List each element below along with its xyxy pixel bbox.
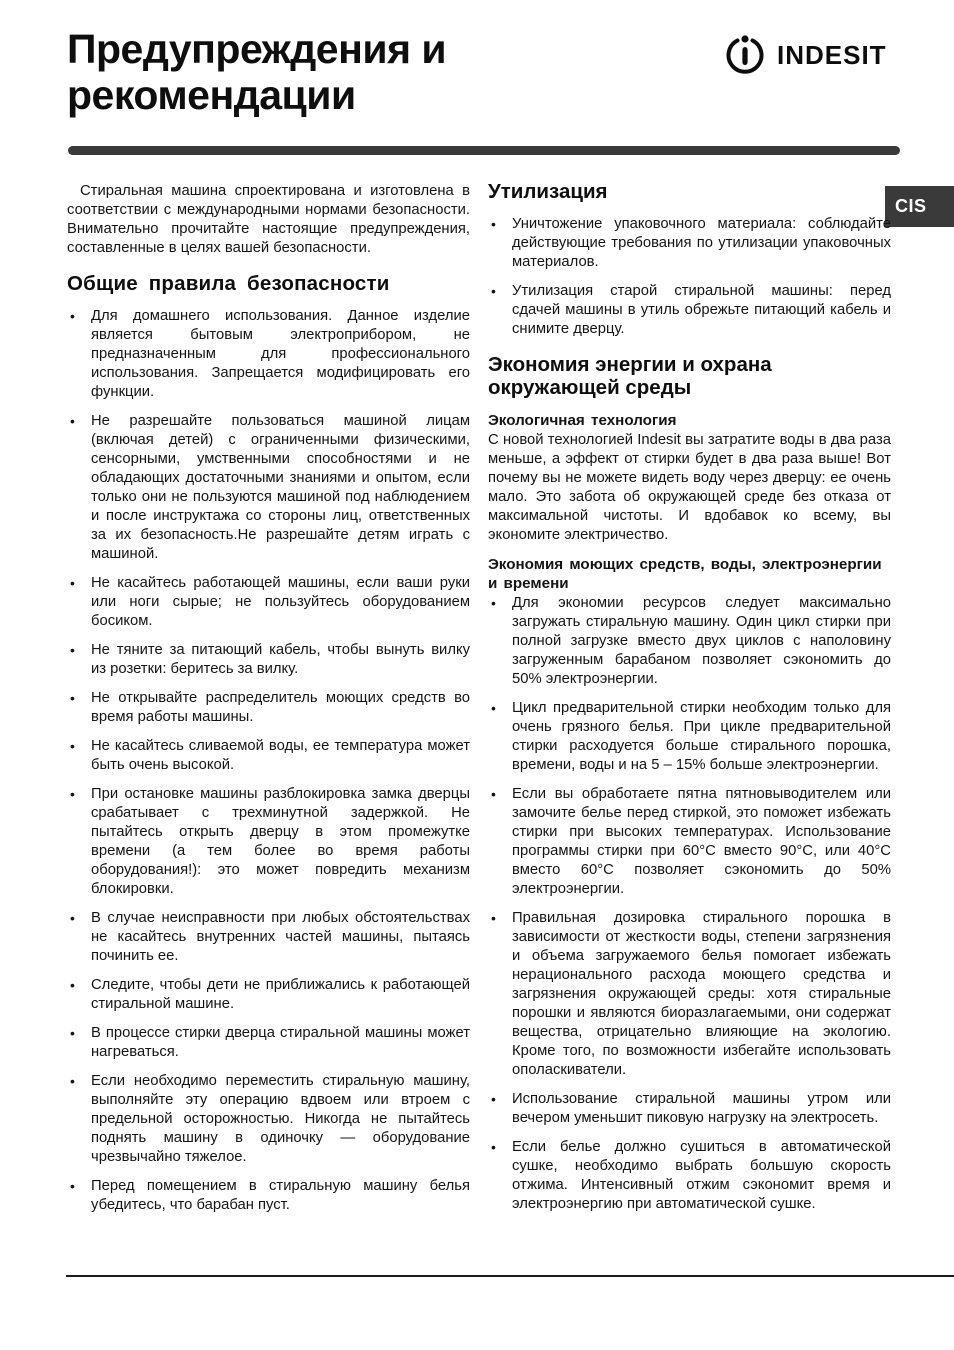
bullet-text: В процессе стирки дверца стиральной машины может нагреваться.: [91, 1025, 470, 1060]
bullet-item: [488, 594, 891, 689]
page-title-line1: Предупреждения и: [67, 26, 447, 72]
eco-technology-paragraph: С новой технологией Indesit вы затратите воды в два раза меньше, а эффект от стирки будет в два раза выше! Вот почему вы не можете видеть воду через дверцу: ее очень мало. Это забота об окружающей среде без отказа от максимальной чистоты. И вдобавок ко всему, вы экономите электричество.: [488, 432, 891, 543]
bullet-item: [67, 909, 470, 966]
energy-saving-bullet-list: [488, 594, 891, 1214]
sub-heading-eco-technology: Экологичная технология: [488, 412, 677, 429]
bullet-text: Не открывайте распределитель моющих средств во время работы машины.: [91, 690, 470, 725]
right-column: [488, 180, 891, 1224]
bullet-dot: •: [491, 700, 496, 716]
left-column: [67, 180, 470, 1225]
bullet-dot: •: [70, 910, 75, 926]
general-safety-bullet-list: [67, 307, 470, 1215]
bullet-text: Правильная дозировка стирального порошка в зависимости от жесткости воды, степени загрязнения и объема загружаемого белья помогает избежать нерационального расхода моющего средства и загрязнения окружающей среды: хотя стиральные порошки и являются биоразлагаемыми, они содержат вещества, отрицательно влияющие на экологию. Кроме того, по возможности избегайте использовать ополаскиватели.: [512, 910, 891, 1078]
indesit-logo: [722, 32, 887, 78]
bullet-item: [67, 574, 470, 631]
bullet-dot: •: [70, 1178, 75, 1194]
bullet-dot: •: [491, 1139, 496, 1155]
bullet-item: [488, 1090, 891, 1128]
intro-paragraph: Стиральная машина спроектирована и изготовлена в соответствии с международными нормами безопасности. Внимательно прочитайте настоящие предупреждения, составленные в целях вашей безопасности.: [67, 183, 470, 256]
bullet-item: [488, 282, 891, 339]
bullet-text: Не тяните за питающий кабель, чтобы вынуть вилку из розетки: беритесь за вилку.: [91, 642, 470, 677]
bullet-text: Не касайтесь работающей машины, если ваши руки или ноги сырые; не пользуйтесь оборудованием босиком.: [91, 575, 470, 629]
indesit-circle-i-icon: [722, 32, 768, 78]
indesit-wordmark: INDESIT: [777, 39, 887, 70]
bullet-item: [488, 785, 891, 899]
bullet-item: [67, 1024, 470, 1062]
section-heading-general-safety: Общие правила безопасности: [67, 272, 390, 295]
bullet-text: Следите, чтобы дети не приближались к работающей стиральной машине.: [91, 977, 470, 1012]
bullet-dot: •: [70, 786, 75, 802]
region-badge-label: CIS: [895, 196, 927, 216]
footer-rule: [66, 1275, 954, 1277]
bullet-dot: •: [491, 216, 496, 232]
bullet-text: В случае неисправности при любых обстоятельствах не касайтесь внутренних частей машины, пытаясь починить ее.: [91, 910, 470, 964]
bullet-item: [488, 1138, 891, 1214]
bullet-dot: •: [491, 283, 496, 299]
bullet-dot: •: [70, 1073, 75, 1089]
bullet-text: Не разрешайте пользоваться машиной лицам (включая детей) с ограниченными физическими, сенсорными, умственными способностями и не обладающих достаточными знаниями и опытом, если только они не пользуются машиной под наблюдением и после инструктажа со стороны лиц, ответственных за их безопасность.Не разрешайте детям играть с машиной.: [91, 413, 470, 562]
bullet-item: [67, 689, 470, 727]
bullet-dot: •: [70, 690, 75, 706]
bullet-dot: •: [491, 910, 496, 926]
bullet-item: [67, 785, 470, 899]
section-heading-disposal: Утилизация: [488, 180, 608, 203]
sub-heading-savings: Экономия моющих средств, воды, электроэнергии и времени: [488, 556, 882, 592]
bullet-text: Если необходимо переместить стиральную машину, выполняйте эту операцию вдвоем или втроем с предельной осторожностью. Никогда не пытайтесь поднять машину в одиночку — оборудование чрезвычайно тяжелое.: [91, 1073, 470, 1165]
bullet-text: Если вы обработаете пятна пятновыводителем или замочите белье перед стиркой, это поможет избежать стирки при высоких температурах. Использование программы стирки при 60°C вместо 90°C, или 40°C вместо 60°C позволяет сэкономить до 50% электроэнергии.: [512, 786, 891, 897]
bullet-item: [67, 641, 470, 679]
bullet-text: Не касайтесь сливаемой воды, ее температура может быть очень высокой.: [91, 738, 470, 773]
bullet-item: [488, 699, 891, 775]
bullet-text: Перед помещением в стиральную машину белья убедитесь, что барабан пуст.: [91, 1178, 470, 1213]
bullet-item: [67, 412, 470, 564]
bullet-text: При остановке машины разблокировка замка дверцы срабатывает с трехминутной задержкой. Не пытайтесь открыть дверцу в этом промежутке времени (а тем более во время работы оборудования!): это может повредить механизм блокировки.: [91, 786, 470, 897]
bullet-dot: •: [491, 595, 496, 611]
bullet-text: Уничтожение упаковочного материала: соблюдайте действующие требования по утилизации упаковочных материалов.: [512, 216, 891, 270]
section-heading-energy-saving: Экономия энергии и охрана окружающей среды: [488, 353, 772, 399]
bullet-text: Цикл предварительной стирки необходим только для очень грязного белья. При цикле предварительной стирки расходуется больше стирального порошка, времени, воды и на 5 – 15% больше электроэнергии.: [512, 700, 891, 773]
bullet-dot: •: [70, 308, 75, 324]
bullet-item: [67, 737, 470, 775]
bullet-item: [488, 215, 891, 272]
bullet-dot: •: [70, 738, 75, 754]
region-badge: [885, 186, 954, 227]
bullet-text: Для экономии ресурсов следует максимально загружать стиральную машину. Один цикл стирки при полной загрузке вместо двух циклов с наполовину загруженным барабаном позволяет сэкономить до 50% электроэнергии.: [512, 595, 891, 687]
bullet-item: [67, 1072, 470, 1167]
page-title: [67, 26, 627, 118]
bullet-dot: •: [70, 1025, 75, 1041]
bullet-text: Использование стиральной машины утром или вечером уменьшит пиковую нагрузку на электросеть.: [512, 1091, 891, 1126]
bullet-dot: •: [70, 642, 75, 658]
bullet-dot: •: [70, 977, 75, 993]
bullet-text: Утилизация старой стиральной машины: перед сдачей машины в утиль обрежьте питающий кабель и снимите дверцу.: [512, 283, 891, 337]
title-rule: [68, 146, 900, 155]
bullet-dot: •: [70, 575, 75, 591]
bullet-dot: •: [491, 1091, 496, 1107]
bullet-dot: •: [70, 413, 75, 429]
bullet-dot: •: [491, 786, 496, 802]
bullet-item: [67, 307, 470, 402]
page-title-line2: рекомендации: [67, 72, 356, 118]
bullet-item: [67, 976, 470, 1014]
bullet-item: [67, 1177, 470, 1215]
disposal-bullet-list: [488, 215, 891, 339]
bullet-text: Для домашнего использования. Данное изделие является бытовым электроприбором, не предназначенным для профессионального использования. Запрещается модифицировать его функции.: [91, 308, 470, 400]
bullet-item: [488, 909, 891, 1080]
bullet-text: Если белье должно сушиться в автоматической сушке, необходимо выбрать большую скорость отжима. Интенсивный отжим сэкономит время и электроэнергию при автоматической сушке.: [512, 1139, 891, 1212]
